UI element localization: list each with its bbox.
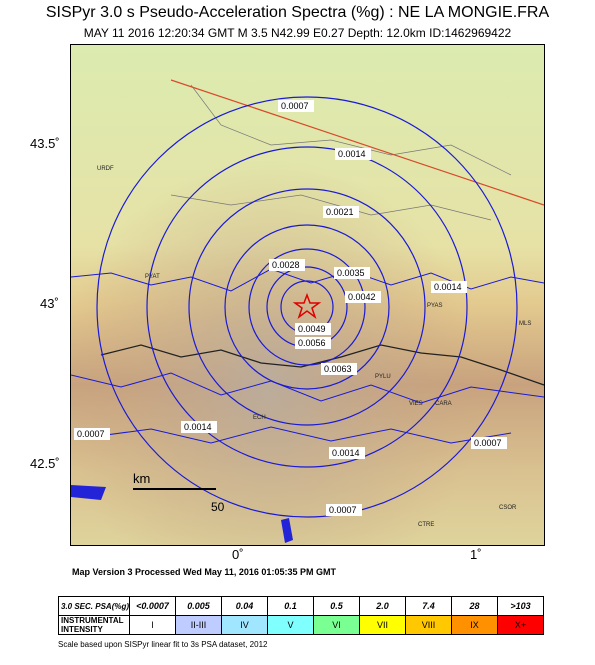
place-label: MLS	[519, 321, 532, 327]
contour-label: 0.0028	[272, 260, 300, 270]
legend-psa-value: 2.0	[360, 597, 406, 616]
contour-label: 0.0007	[474, 438, 502, 448]
legend-intensity-cell: V	[268, 616, 314, 635]
place-label: PYAT	[145, 274, 160, 280]
contour-label: 0.0007	[329, 505, 357, 515]
contour-label: 0.0021	[326, 207, 354, 217]
lat-tick-42-5: 42.5˚	[30, 456, 60, 471]
legend-psa-value: 0.1	[268, 597, 314, 616]
legend-psa-value: 0.5	[314, 597, 360, 616]
lon-tick-0: 0˚	[232, 547, 244, 562]
map-title: SISPyr 3.0 s Pseudo-Acceleration Spectra (%g) : NE LA MONGIE.FRA	[45, 4, 550, 21]
place-label: PYLU	[375, 374, 391, 380]
place-label: CARA	[435, 401, 452, 407]
legend-psa-value: 7.4	[406, 597, 452, 616]
legend-psa-value: <0.0007	[130, 597, 176, 616]
lon-tick-1: 1˚	[470, 547, 482, 562]
contour-label: 0.0049	[298, 324, 326, 334]
place-label: URDF	[97, 166, 114, 172]
place-label: ECH	[253, 415, 266, 421]
legend-intensity-row	[59, 616, 544, 635]
scale-value: 50	[211, 500, 225, 514]
contour-label: 0.0014	[434, 282, 462, 292]
intensity-map[interactable]	[70, 44, 545, 546]
legend-psa-header: 3.0 SEC. PSA(%g)	[59, 597, 130, 616]
legend-intensity-cell: X+	[498, 616, 544, 635]
legend-psa-value: 28	[452, 597, 498, 616]
scale-unit: km	[133, 471, 151, 486]
contour-label: 0.0007	[77, 429, 105, 439]
legend-intensity-cell: IX	[452, 616, 498, 635]
scale-footnote: Scale based upon SISPyr linear fit to 3s PSA dataset, 2012	[58, 640, 268, 649]
legend-intensity-cell: II-III	[176, 616, 222, 635]
legend-psa-value: 0.005	[176, 597, 222, 616]
contour-label: 0.0042	[348, 292, 376, 302]
legend-psa-value: 0.04	[222, 597, 268, 616]
contour-label: 0.0035	[337, 268, 365, 278]
lat-tick-43-5: 43.5˚	[30, 136, 60, 151]
place-label: CSOR	[499, 505, 517, 511]
contour-label: 0.0014	[184, 422, 212, 432]
legend-intensity-cell: VII	[360, 616, 406, 635]
place-label: PYAS	[427, 303, 443, 309]
legend-intensity-cell: IV	[222, 616, 268, 635]
processing-note: Map Version 3 Processed Wed May 11, 2016 01:05:35 PM GMT	[72, 567, 336, 577]
lat-tick-43: 43˚	[40, 296, 59, 311]
legend-intensity-cell: I	[130, 616, 176, 635]
place-label: VIES	[409, 401, 423, 407]
legend-intensity-header: INSTRUMENTAL INTENSITY	[59, 616, 130, 635]
legend-intensity-cell: VI	[314, 616, 360, 635]
contour-label: 0.0007	[281, 101, 309, 111]
contour-label: 0.0056	[298, 338, 326, 348]
event-subtitle: MAY 11 2016 12:20:34 GMT M 3.5 N42.99 E0.27 Depth: 12.0km ID:1462969422	[83, 26, 512, 40]
legend-psa-value: >103	[498, 597, 544, 616]
legend-psa-row	[59, 597, 544, 616]
place-label: CTRE	[418, 522, 435, 528]
legend-intensity-cell: VIII	[406, 616, 452, 635]
contour-label: 0.0014	[338, 149, 366, 159]
contour-label: 0.0014	[332, 448, 360, 458]
map-canvas	[71, 45, 544, 545]
contour-label: 0.0063	[324, 364, 352, 374]
intensity-legend	[58, 596, 544, 635]
